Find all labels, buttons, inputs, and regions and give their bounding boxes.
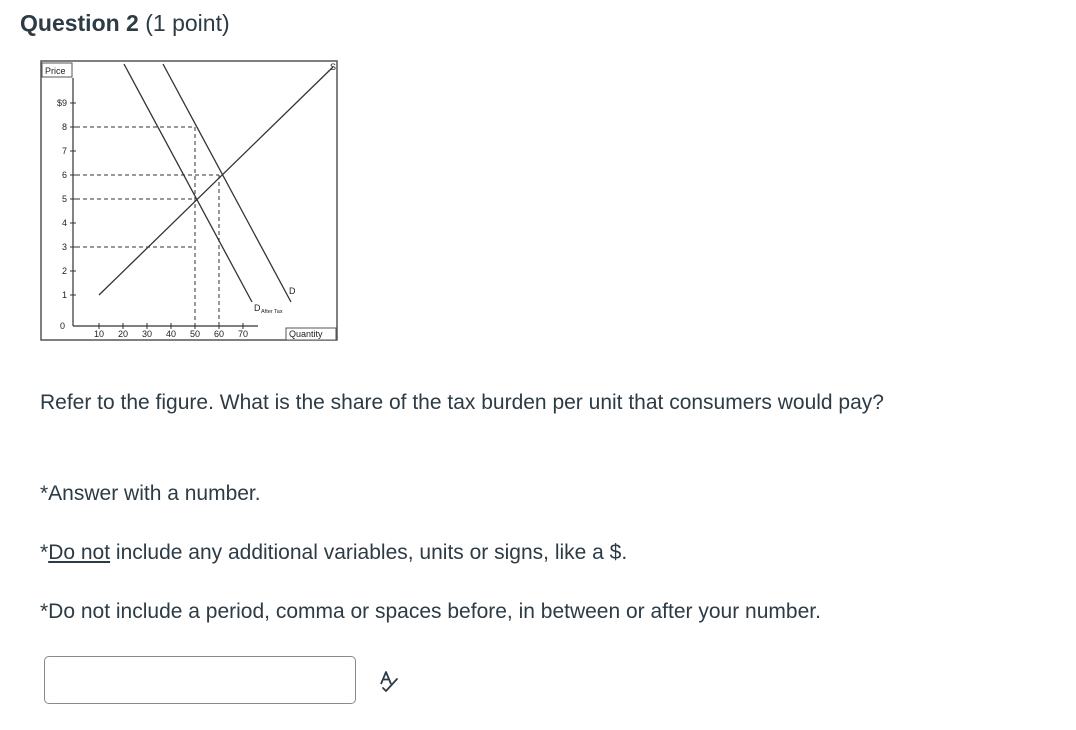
x-tick-label: 10: [93, 329, 105, 339]
x-tick-label: 20: [117, 329, 129, 339]
question-title: Question 2: [20, 10, 139, 36]
demand-after-tax-label: D: [254, 303, 261, 313]
figure-frame: [41, 61, 337, 340]
x-axis-label: Quantity: [289, 329, 323, 339]
note2-rest: include any additional variables, units or signs, like a $.: [110, 541, 628, 564]
note2-underlined: Do not: [48, 541, 111, 564]
demand-after-tax-sublabel: After Tax: [261, 309, 283, 315]
y-tick-label: 8: [61, 122, 67, 132]
question-points: (1 point): [145, 10, 230, 36]
instruction-note-2: [40, 541, 627, 565]
question-header: [20, 10, 230, 37]
note2-prefix: *: [40, 541, 49, 564]
y-tick-label: 5: [61, 194, 67, 204]
y-axis-label: Price: [45, 66, 66, 76]
instruction-note-3: *Do not include a period, comma or spaces before, in between or after your number.: [40, 600, 821, 623]
y-tick-label: 2: [61, 266, 67, 276]
y-tick-label: 1: [61, 290, 67, 300]
y-tick-label: 6: [61, 170, 67, 180]
x-tick-label: 60: [213, 329, 225, 339]
x-tick-label: 50: [189, 329, 201, 339]
question-prompt: Refer to the figure. What is the share of the tax burden per unit that consumers would pay?: [40, 391, 884, 414]
spellcheck-icon[interactable]: [376, 668, 402, 694]
figure-svg: [40, 60, 338, 342]
supply-label: S: [330, 62, 337, 72]
supply-demand-figure: [40, 60, 338, 342]
origin-label: 0: [59, 321, 65, 331]
y-tick-label: 3: [61, 242, 67, 252]
demand-label: D: [289, 286, 296, 296]
y-tick-label: 4: [61, 218, 67, 228]
x-tick-label: 40: [165, 329, 177, 339]
y-tick-label: 7: [61, 146, 67, 156]
x-tick-label: 70: [237, 329, 249, 339]
y-tick-label: $9: [56, 98, 67, 108]
x-tick-label: 30: [141, 329, 153, 339]
instruction-note-1: *Answer with a number.: [40, 482, 261, 505]
answer-input[interactable]: [44, 656, 356, 704]
